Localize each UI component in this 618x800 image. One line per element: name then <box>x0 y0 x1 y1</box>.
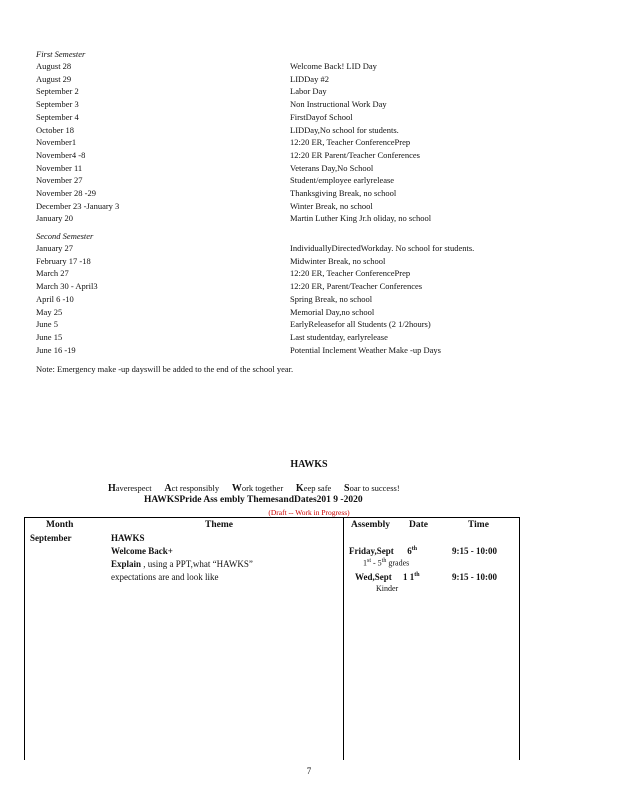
assembly2-day: Wed,Sept <box>355 572 392 582</box>
calendar-row <box>36 74 596 87</box>
calendar-event: Winter Break, no school <box>290 200 373 211</box>
draft-note: (Draft -- Work in Progress) <box>268 508 350 517</box>
calendar-row <box>36 294 596 307</box>
calendar-event: Spring Break, no school <box>290 293 373 304</box>
calendar-event: Welcome Back! LID Day <box>290 61 377 71</box>
calendar-row <box>36 307 596 320</box>
acronym-word: ork together <box>241 483 284 493</box>
header-assembly: Assembly <box>351 520 391 530</box>
grades-c: grades <box>386 558 410 568</box>
calendar-row <box>36 137 596 150</box>
calendar-event: Last studentday, earlyrelease <box>290 331 388 342</box>
assembly1-date <box>349 546 417 556</box>
calendar-date: August 28 <box>36 61 72 71</box>
calendar-row <box>36 256 596 269</box>
calendar-row <box>36 213 596 226</box>
header-month: Month <box>46 520 74 530</box>
calendar-row <box>36 112 596 125</box>
calendar-row <box>36 188 596 201</box>
assembly1-grades <box>363 558 409 568</box>
calendar-event: Memorial Day,no school <box>290 306 375 317</box>
calendar-row <box>36 86 596 99</box>
assembly1-num: 6 <box>407 546 412 556</box>
assembly1-day: Friday,Sept <box>349 546 394 556</box>
calendar-date: January 20 <box>36 213 74 224</box>
calendar-row <box>36 175 596 188</box>
calendar-date: November 28 -29 <box>36 188 96 198</box>
header-date: Date <box>409 520 428 530</box>
assembly1-time: 9:15 - 10:00 <box>452 546 497 556</box>
calendar-date: March 27 <box>36 268 69 279</box>
assembly2-num: 1 1 <box>403 572 415 582</box>
calendar-date: September 4 <box>36 111 79 122</box>
calendar-event: Non Instructional Work Day <box>290 99 387 110</box>
table-right-border <box>519 517 520 760</box>
calendar-row <box>36 61 596 74</box>
acronym-letter: K <box>295 483 304 494</box>
calendar-date: September 2 <box>36 86 79 97</box>
calendar-date: February 17 -18 <box>36 255 91 266</box>
calendar-date: June 16 -19 <box>36 344 76 355</box>
calendar-row <box>36 125 596 138</box>
page-number: 7 <box>306 766 312 776</box>
first-semester-heading: First Semester <box>36 49 86 59</box>
row-theme-line3 <box>111 559 253 569</box>
calendar-row <box>36 243 596 256</box>
row-theme-line3-bold: Explain <box>111 559 142 569</box>
calendar-event: FirstDayof School <box>290 111 353 122</box>
row-theme-line4: expectations are and look like <box>111 572 219 582</box>
calendar-note: Note: Emergency make -up dayswill be added to the end of the school year. <box>36 364 294 374</box>
assembly2-time: 9:15 - 10:00 <box>452 572 497 582</box>
header-theme: Theme <box>205 520 233 530</box>
calendar-row <box>36 281 596 294</box>
acronym-word: ct responsibly <box>171 483 220 493</box>
table-top-rule <box>24 517 520 518</box>
grades-sup2: th <box>381 558 387 564</box>
calendar-row <box>36 150 596 163</box>
calendar-date: November1 <box>36 137 77 148</box>
calendar-event: 12:20 ER, Teacher ConferencePrep <box>290 268 411 279</box>
row-theme-title: HAWKS <box>111 533 145 543</box>
calendar-date: April 6 -10 <box>36 293 74 304</box>
calendar-event: Labor Day <box>290 86 327 97</box>
calendar-row <box>36 163 596 176</box>
row-month: September <box>30 533 72 543</box>
calendar-event: Veterans Day,No School <box>290 162 374 173</box>
grades-a: 1 <box>363 558 367 568</box>
hawks-acronym-line <box>108 483 400 494</box>
calendar-date: May 25 <box>36 306 63 317</box>
acronym-letter: H <box>108 483 116 494</box>
hawks-title: HAWKS <box>290 459 328 470</box>
calendar-row <box>36 99 596 112</box>
calendar-date: September 3 <box>36 99 79 110</box>
row-theme-line3-text: , using a PPT,what “HAWKS” <box>141 559 253 569</box>
assembly2-date <box>355 572 420 582</box>
acronym-word: averespect <box>115 483 152 493</box>
calendar-date: June 15 <box>36 331 63 342</box>
calendar-date: August 29 <box>36 73 72 84</box>
assembly2-note: Kinder <box>376 584 399 593</box>
calendar-date: June 5 <box>36 319 58 330</box>
calendar-event: 12:20 ER, Teacher ConferencePrep <box>290 137 411 148</box>
calendar-event: IndividuallyDirectedWorkday. No school for students. <box>290 243 475 253</box>
calendar-date: March 30 - April3 <box>36 281 98 292</box>
acronym-letter: W <box>231 483 242 494</box>
calendar-event: LIDDay,No school for students. <box>290 124 399 135</box>
calendar-date: December 23 -January 3 <box>36 200 120 211</box>
header-time: Time <box>468 520 489 530</box>
calendar-row <box>36 319 596 332</box>
grades-b: - 5 <box>371 558 382 568</box>
calendar-event: Midwinter Break, no school <box>290 255 386 266</box>
calendar-date: November4 -8 <box>36 149 86 160</box>
assembly1-sup: th <box>411 546 418 552</box>
calendar-event: Student/employee earlyrelease <box>290 175 395 186</box>
calendar-date: November 27 <box>36 175 83 186</box>
second-semester-heading: Second Semester <box>36 231 94 241</box>
acronym-letter: S <box>344 483 350 494</box>
assembly2-sup: th <box>414 572 420 578</box>
calendar-event: 12:20 ER, Parent/Teacher Conferences <box>290 281 423 292</box>
calendar-row <box>36 345 596 358</box>
calendar-date: October 18 <box>36 124 75 135</box>
acronym-letter: A <box>164 483 172 494</box>
grades-sup1: st <box>367 558 372 564</box>
calendar-event: Potential Inclement Weather Make -up Days <box>290 344 441 355</box>
assembly-subtitle: HAWKSPride Ass embly ThemesandDates201 9 -2020 <box>144 495 363 505</box>
calendar-event: 12:20 ER Parent/Teacher Conferences <box>290 149 420 160</box>
calendar-event: LIDDay #2 <box>290 73 329 84</box>
calendar-event: EarlyReleasefor all Students (2 1/2hours) <box>290 319 431 330</box>
calendar-row <box>36 201 596 214</box>
calendar-date: November 11 <box>36 162 83 173</box>
row-theme-line2: Welcome Back+ <box>111 546 173 556</box>
calendar-event: Martin Luther King Jr.h oliday, no school <box>290 213 432 224</box>
table-left-border <box>24 517 25 760</box>
table-column-divider <box>343 517 344 760</box>
acronym-word: oar to success! <box>349 483 400 493</box>
calendar-row <box>36 332 596 345</box>
calendar-date: January 27 <box>36 243 74 253</box>
acronym-word: eep safe <box>303 483 332 493</box>
calendar-event: Thanksgiving Break, no school <box>290 188 397 198</box>
calendar-row <box>36 268 596 281</box>
